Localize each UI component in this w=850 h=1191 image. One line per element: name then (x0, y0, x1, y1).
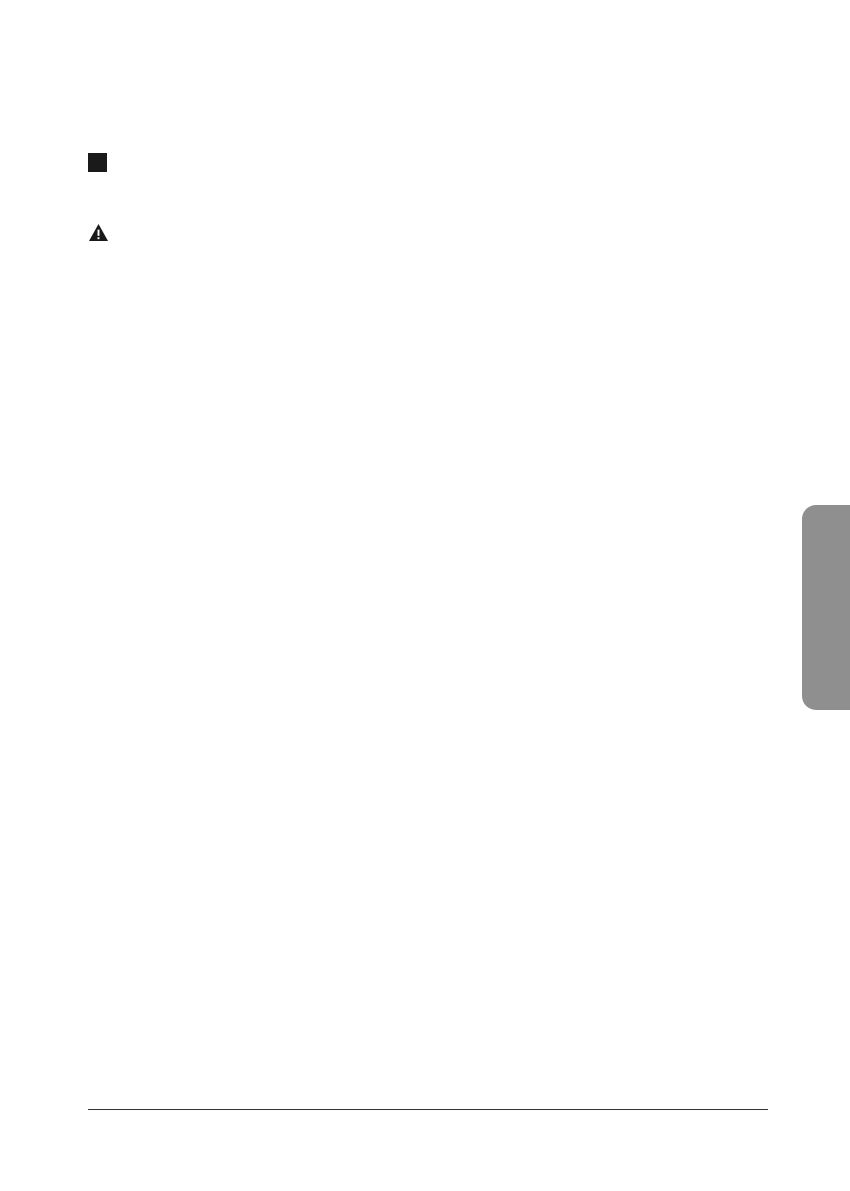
language-tab (802, 505, 850, 710)
info-icon (88, 153, 107, 172)
attention-header (88, 220, 118, 244)
footer-rule (88, 1109, 768, 1110)
warning-triangle-icon (88, 223, 109, 242)
info-header (88, 150, 116, 174)
